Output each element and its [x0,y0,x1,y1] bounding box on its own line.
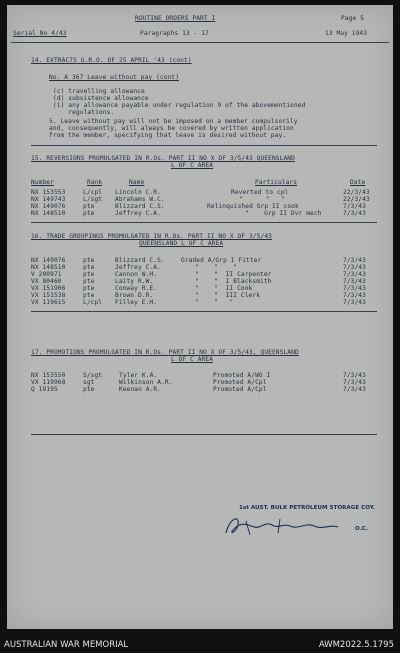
cell-number: VX 151538 [31,292,66,299]
cell-particulars: " Grp II Dvr mech [245,210,322,217]
cell-date: 7/3/43 [343,271,366,278]
footer-accession-number: AWM2022.5.1795 [318,640,394,650]
section-14-para5: from the member, specifying that leave is desired without pay. [49,132,287,139]
col-header-particulars: Particulars [255,179,298,186]
cell-rank: pte [83,285,95,292]
cell-rank: L/cpl [83,299,103,306]
col-header-name: Name [129,179,145,186]
cell-particulars: Promoted A/Cpl [213,379,267,386]
cell-rank: sgt [83,379,95,386]
cell-particulars: " " II Carpenter [195,271,272,278]
cell-particulars: " " I Blacksmith [195,278,272,285]
section-14-item: (i) any allowance payable under regulation 9 of the abovementioned [53,102,306,109]
cell-particulars: Relinquished Grp II cook [207,203,299,210]
section-14-item: regulations. [53,109,115,116]
cell-number: VX 80460 [31,278,62,285]
section-16-heading: 16. TRADE GROUPINGS PROMULGATED IN R.Os. PART II NO X OF 3/5/43 [31,233,272,240]
cell-particulars: Reverted to cpl [231,189,289,196]
cell-date: 22/3/43 [343,189,370,196]
cell-particulars: Graded A/Grp I Fitter [181,257,262,264]
cell-date: 7/3/43 [343,278,366,285]
cell-particulars: " " III Clerk [195,292,261,299]
section-14-item: (d) subsistence allowance [53,95,149,102]
cell-date: 7/3/43 [343,264,366,271]
cell-name: Jeffrey C.A. [115,264,161,271]
cell-number: V 200971 [31,271,62,278]
footer-institution: AUSTRALIAN WAR MEMORIAL [4,640,129,650]
section-14-para5: 5. Leave without pay will not be imposed on a member compulsorily [49,118,298,125]
section-14-rule [31,145,377,146]
cell-number: NX 153550 [31,372,66,379]
cell-name: Blizzard C.S. [115,203,165,210]
cell-rank: L/cpl [83,189,103,196]
document-title: ROUTINE ORDERS PART I [135,15,216,22]
col-header-number: Number [31,179,54,186]
cell-number: NX 148510 [31,210,66,217]
section-17-heading: 17. PROMOTIONS PROMULGATED IN R.Os. PART II NO X OF 3/5/43, QUEENSLAND [31,349,299,356]
cell-date: 7/3/43 [343,257,366,264]
cell-rank: pte [83,257,95,264]
cell-number: Q 19195 [31,386,58,393]
cell-name: Conway R.E. [115,285,158,292]
cell-rank: pte [83,278,95,285]
cell-name: Filley E.H. [115,299,158,306]
cell-name: Jeffrey C.A. [115,210,161,217]
cell-number: NX 148510 [31,264,66,271]
cell-date: 7/3/43 [343,210,366,217]
cell-date: 7/3/43 [343,299,366,306]
document-date: 13 May 1943 [325,30,368,37]
serial-number: Serial No 4/43 [13,30,67,37]
cell-number: NX 149076 [31,257,66,264]
paragraph-range: Paragraphs 13 - 17 [140,30,209,37]
cell-rank: pte [83,292,95,299]
cell-particulars: " " " [195,264,238,271]
cell-date: 7/3/43 [343,292,366,299]
cell-date: 7/3/43 [343,386,366,393]
cell-date: 7/3/43 [343,372,366,379]
cell-rank: pte [83,210,95,217]
cell-name: Brown D.R. [115,292,154,299]
cell-number: VX 119968 [31,379,66,386]
cell-date: 7/3/43 [343,285,366,292]
section-14-subheading: No. A 367 Leave without pay (cont) [49,74,180,81]
section-15-rule [31,222,377,223]
cell-date: 7/3/43 [343,379,366,386]
cell-rank: L/sgt [83,196,103,203]
header-rule [11,42,389,43]
oc-label: O.C. [355,526,368,532]
section-15-heading-2: L OF C AREA [171,162,214,169]
col-header-date: Date [350,179,366,186]
cell-particulars: " " " [239,196,285,203]
cell-number: NX 149743 [31,196,66,203]
unit-stamp: 1st AUST. BULK PETROLEUM STORAGE COY. [239,505,376,511]
section-14-item: (c) travelling allowance [53,88,145,95]
cell-number: NX 153553 [31,189,66,196]
cell-rank: pte [83,271,95,278]
section-16-rule [31,311,377,312]
archive-footer [0,636,400,653]
cell-particulars: Promoted A/Cpl [213,386,267,393]
cell-name: Lincoln C.R. [115,189,161,196]
cell-name: Blizzard C.S. [115,257,165,264]
col-header-rank: Rank [87,179,103,186]
cell-name: Tyler K.A. [119,372,158,379]
cell-particulars: Promoted A/WO I [213,372,271,379]
cell-particulars: " " " [195,299,234,306]
document-sheet [7,5,393,629]
cell-name: Cannon W.H. [115,271,158,278]
signature [220,511,370,541]
section-17-rule [31,434,377,435]
cell-particulars: " " II Cook [195,285,253,292]
section-16-heading-2: QUEENSLAND L OF C AREA [139,240,224,247]
cell-name: Keenan A.R. [119,386,162,393]
section-14-para5: and, consequently, will always be covered by written application [49,125,294,132]
cell-name: Wilkinson A.R. [119,379,173,386]
cell-rank: S/sgt [83,372,103,379]
cell-name: Abrahams W.C. [115,196,165,203]
page-number: Page 5 [341,15,364,22]
cell-number: VX 119615 [31,299,66,306]
section-14-heading: 14. EXTRACTS G.R.O. OF 25 APRIL '43 (cont) [31,57,192,64]
section-15-heading: 15. REVERSIONS PROMULGATED IN R.Os. PART II NO X OF 3/5/43 QUEENSLAND [31,155,295,162]
cell-rank: pte [83,203,95,210]
cell-date: 7/3/43 [343,203,366,210]
section-17-heading-2: L OF C AREA [171,356,214,363]
cell-number: NX 149076 [31,203,66,210]
cell-date: 22/3/43 [343,196,370,203]
cell-rank: pte [83,386,95,393]
cell-number: VX 151906 [31,285,66,292]
cell-rank: pte [83,264,95,271]
cell-name: Laity R.W. [115,278,154,285]
